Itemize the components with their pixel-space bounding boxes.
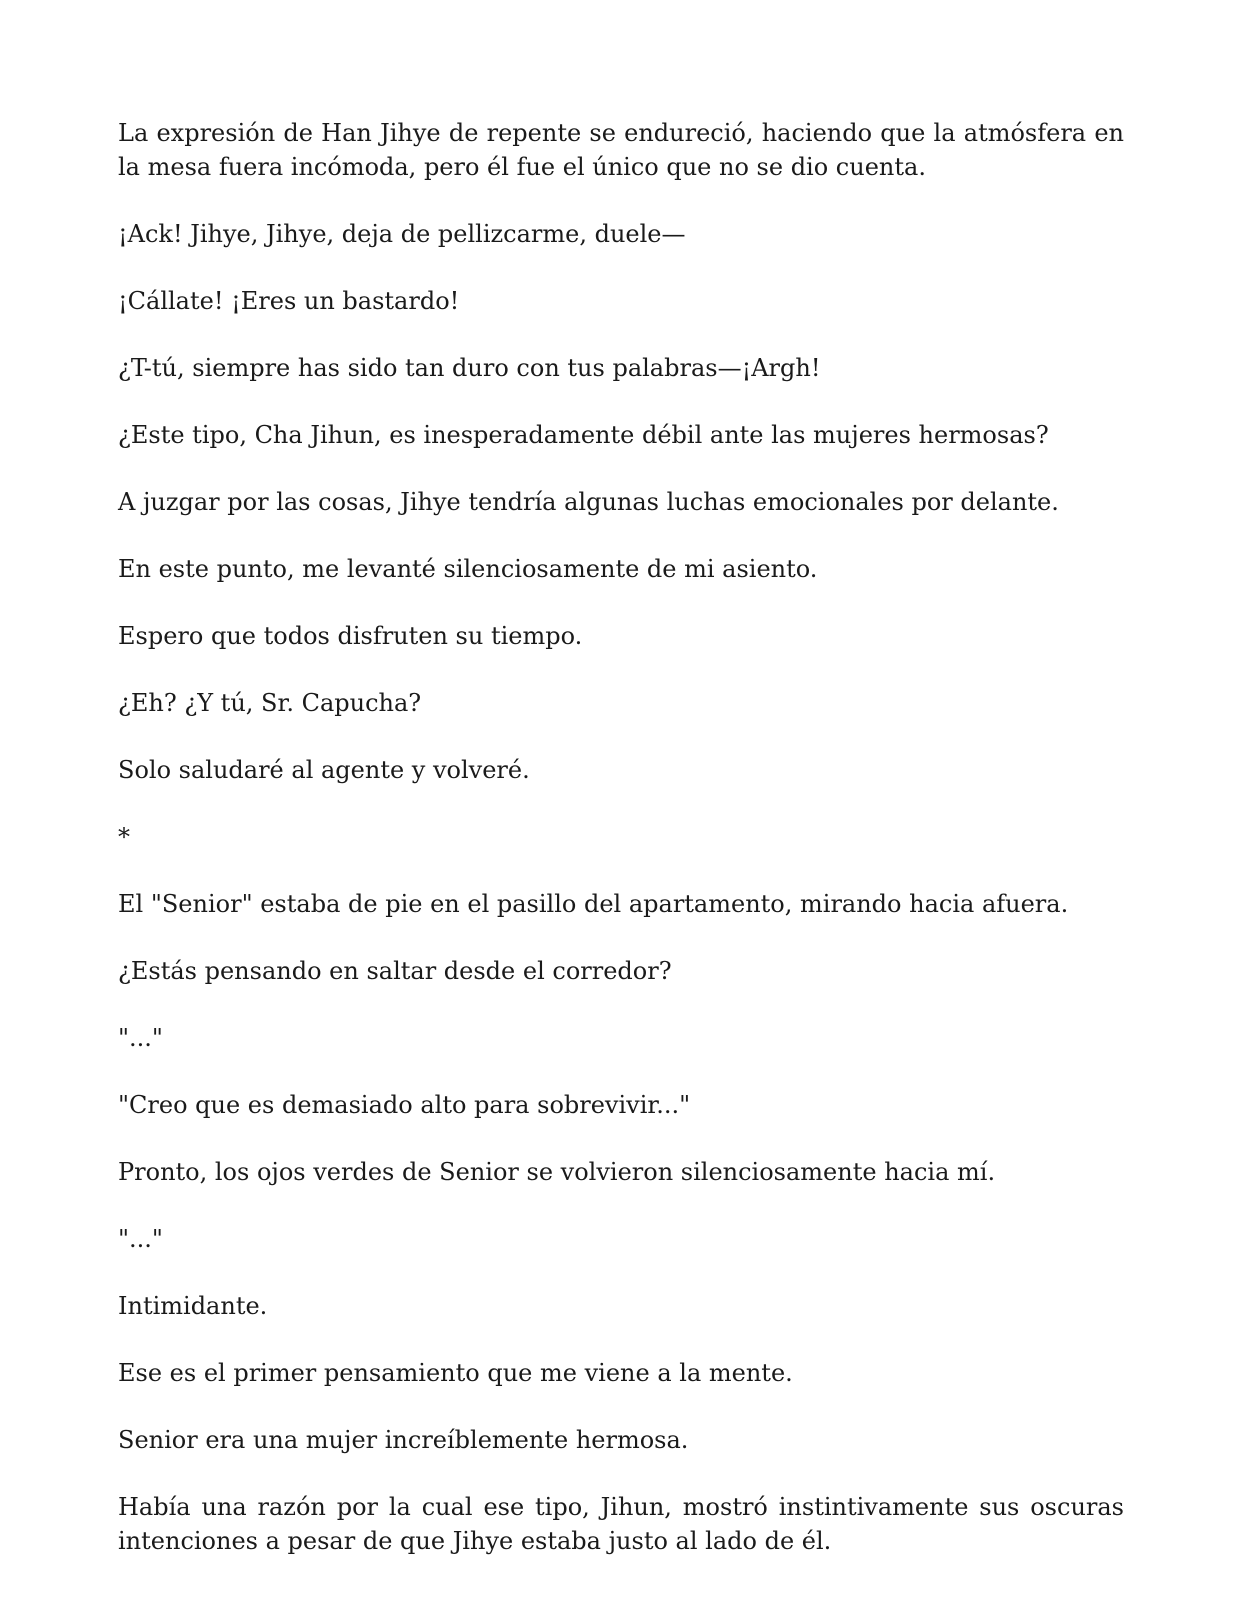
paragraph-13: ¿Estás pensando en saltar desde el corredor? xyxy=(118,957,672,985)
paragraph-7: En este punto, me levanté silenciosamente de mi asiento. xyxy=(118,555,818,583)
paragraph-2: ¡Ack! Jihye, Jihye, deja de pellizcarme, duele— xyxy=(118,220,686,248)
paragraph-5: ¿Este tipo, Cha Jihun, es inesperadamente débil ante las mujeres hermosas? xyxy=(118,421,1049,449)
paragraph-21: Había una razón por la cual ese tipo, Jihun, mostró instintivamente sus oscuras intenciones a pesar de que Jihye estaba justo al lado de él. xyxy=(118,1493,1124,1555)
paragraph-3: ¡Cállate! ¡Eres un bastardo! xyxy=(118,287,460,315)
paragraph-6: A juzgar por las cosas, Jihye tendría algunas luchas emocionales por delante. xyxy=(118,488,1059,516)
paragraph-18: Intimidante. xyxy=(118,1292,268,1320)
scene-break: * xyxy=(118,823,130,851)
paragraph-4: ¿T-tú, siempre has sido tan duro con tus palabras—¡Argh! xyxy=(118,354,821,382)
paragraph-20: Senior era una mujer increíblemente hermosa. xyxy=(118,1426,689,1454)
paragraph-9: ¿Eh? ¿Y tú, Sr. Capucha? xyxy=(118,689,422,717)
paragraph-16: Pronto, los ojos verdes de Senior se volvieron silenciosamente hacia mí. xyxy=(118,1158,996,1186)
paragraph-8: Espero que todos disfruten su tiempo. xyxy=(118,622,583,650)
paragraph-12: El "Senior" estaba de pie en el pasillo del apartamento, mirando hacia afuera. xyxy=(118,890,1069,918)
paragraph-19: Ese es el primer pensamiento que me viene a la mente. xyxy=(118,1359,793,1387)
paragraph-15: "Creo que es demasiado alto para sobrevivir..." xyxy=(118,1091,691,1119)
paragraph-10: Solo saludaré al agente y volveré. xyxy=(118,756,530,784)
document-page xyxy=(118,116,1124,1591)
paragraph-14: "..." xyxy=(118,1024,163,1052)
paragraph-1: La expresión de Han Jihye de repente se endureció, haciendo que la atmósfera en la mesa fuera incómoda, pero él fue el único que no se dio cuenta. xyxy=(118,119,1124,181)
paragraph-17: "..." xyxy=(118,1225,163,1253)
